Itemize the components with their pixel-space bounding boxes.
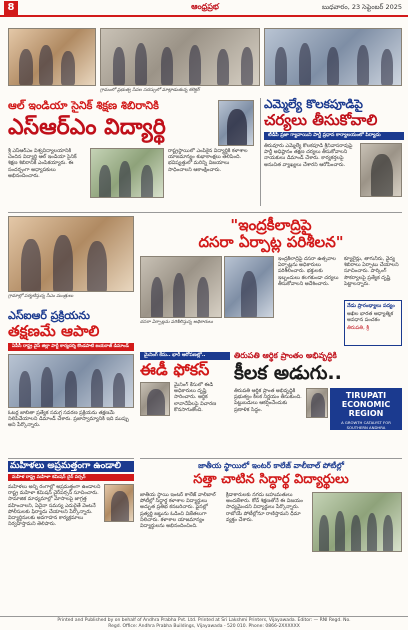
tirupati-box-sub: A GROWTH CATALYST FOR SOUTHERN ANDHRA: [341, 420, 391, 430]
top-photo-caption: గ్రామంలో ప్రభుత్వ సేవల సదస్సులో మాట్లాడుతున్న కలెక్టర్: [100, 88, 200, 93]
mla-portrait: [360, 143, 402, 197]
tirupati-body: తిరుపతి ఆర్థిక ప్రాంత అభివృద్ధికి ప్రభుత్వం కీలక నిర్ణయం తీసుకుంది. పెట్టుబడులు ఆకర్షించేందుకు ప్రణాళిక సిద్ధం.: [234, 388, 302, 413]
student-portrait: [218, 100, 254, 146]
ed-portrait: [140, 382, 170, 416]
page-number: 8: [4, 1, 18, 15]
women-body: మహిళలు అన్ని రంగాల్లో అప్రమత్తంగా ఉండాలని రాష్ట్ర మహిళా కమిషన్ చైర్‌పర్సన్ సూచించారు. సామాజిక మాధ్యమాల్లో మోసాలపై జాగ్రత్త వహించాలని, ఏదైనా సమస్య ఎదురైతే వెంటనే పోలీసులకు ఫిర్యాదు చేయాలని పేర్కొన్నారు. విద్యార్థినులకు అవగాహన కార్యక్రమాలు నిర్వహిస్తామని తెలిపారు.: [8, 484, 101, 528]
cm-photo: [8, 216, 134, 292]
tirupati-portrait: [306, 388, 328, 418]
page-header: [0, 0, 408, 17]
mla-headline-2: చర్యలు తీసుకోవాలి: [264, 111, 378, 129]
sir-photo: [8, 354, 134, 408]
students-headline-1: జాతీయ స్థాయిలో ఇంటర్ కాలేజ్ వాలీబాల్ పోటీల్లో: [198, 461, 344, 470]
sir-headline-1: ఎస్ఐఆర్ ప్రక్రియను: [8, 309, 90, 322]
side-notice-title: నేడు ప్రారంభ్యాలు పద్యం: [347, 303, 395, 309]
mla-headline-1: ఎమ్మెల్యే కొలకపూడిపై: [264, 97, 363, 111]
issue-date: బుధవారం, 23 సెప్టెంబర్ 2025: [322, 3, 402, 11]
imprint-footer: [0, 616, 408, 630]
sir-deck: ఏపీసీ రాష్ట్ర వైస్ జిల్లా పార్టీ కార్యదర్శి కొండపాటి జయరాజ్ డిమాండ్: [8, 343, 134, 351]
sainik-body: శ్రీ ఎస్ఆర్ఎం విశ్వవిద్యాలయానికి చెందిన విద్యార్థి ఆల్ ఇండియా సైనిక్ శిక్షణ శిబిరానికి ఎంపికయ్యారు. ఈ సందర్భంగా అధ్యాపకులు అభినందించారు.: [8, 148, 77, 179]
students-body: జాతీయ స్థాయి ఇంటర్ కాలేజ్ వాలీబాల్ పోటీల్లో సిద్ధార్థ కళాశాల విద్యార్థులు అద్భుత ప్రతిభ కనబరిచారు. ఫైనల్లో ప్రత్యర్థి జట్టును ఓడించి విజేతలుగా నిలిచారు. కళాశాల యాజమాన్యం విద్యార్థులను అభినందించింది.: [140, 492, 216, 530]
cm-caption: గ్రామాల్లో పర్యటిస్తున్న సీఎం మంత్రులు: [8, 294, 74, 299]
students-headline-2: సత్తా చాటిన సిద్ధార్థ విద్యార్థులు: [193, 472, 349, 487]
sainik-headline: ఎస్ఆర్ఎం విద్యార్థి: [8, 115, 166, 140]
women-headline: మహిళలు అప్రమత్తంగా ఉండాలి: [8, 461, 134, 472]
dasara-photo-2: [224, 256, 274, 318]
tirupati-headline: కీలక అడుగు..: [234, 362, 342, 384]
dasara-photo-1: [140, 256, 222, 318]
sainik-body-2: రాష్ట్రస్థాయిలో ఎంపికైన విద్యార్థికి కళాశాల యాజమాన్యం శుభాకాంక్షలు తెలిపింది. భవిష్యత్తులో మరిన్ని విజయాలు సాధించాలని ఆకాంక్షించారు.: [168, 148, 248, 173]
ed-headline: ఈడీ ఫోకస్: [140, 360, 210, 379]
side-notice-box: [344, 300, 402, 346]
top-photo-left: [8, 28, 96, 86]
dasara-caption: దసరా ఏర్పాట్లను పరిశీలిస్తున్న అధికారులు: [140, 320, 213, 325]
students-photo: [312, 492, 402, 552]
mla-deck: టీడీపీ ప్రజా గ్యావాయిని పార్టీ ప్రధాన కార్యాలయంలో పిర్యాదు: [264, 132, 404, 140]
paper-name: ఆంధ్రప్రభ: [191, 2, 219, 11]
side-notice-place: తిరుపతి, శ్రీ: [347, 325, 369, 332]
tirupati-kicker: తిరుపతి ఆర్థిక ప్రాంతం అభివృద్ధికి: [234, 351, 337, 360]
tirupati-box: [330, 388, 402, 430]
sainik-kicker: ఆల్ ఇండియా సైనిక్ శిక్షణ శిబిరానికి: [8, 99, 159, 112]
ed-kicker: మైనింగ్ కేసు.. భారీ ఆరోపణల్లో..: [140, 352, 230, 360]
sainik-photo: [90, 148, 164, 198]
imprint-line-2: Regd. Office: Andhra Prabha Buildings, Vijayawada - 520 010. Phone: 0866-2XXXXXX: [108, 624, 300, 629]
top-photo-center: [100, 28, 260, 86]
women-portrait: [104, 484, 134, 522]
dasara-headline-1: "ఇంద్రకీలాద్రిపై: [230, 216, 312, 234]
tirupati-box-title: TIRUPATI ECONOMIC REGION: [341, 391, 391, 418]
dasara-body: ఇంద్రకీలాద్రిపై దసరా ఉత్సవాల ఏర్పాట్లను అధికారులు పరిశీలించారు. భక్తులకు ఇబ్బందులు కలగకుండా చర్యలు తీసుకోవాలని ఆదేశించారు.: [278, 256, 339, 287]
women-deck: మహిళ రాష్ట్ర మహిళా కమిషన్ చైర్ పర్సన్: [8, 474, 134, 481]
sir-body: ఓటర్ల జాబితా ప్రత్యేక సమగ్ర సవరణ ప్రక్రియను తక్షణమే నిలిపివేయాలని డిమాండ్ చేశారు. ప్రజాస్వామ్యానికి ఇది ముప్పు అని పేర్కొన్నారు.: [8, 410, 129, 429]
sir-headline-2: తక్షణమే ఆపాలి: [8, 322, 100, 340]
imprint-line-1: Printed and Published by on behalf of Andhra Prabha Pvt. Ltd. Printed at Sri Lakshmi Printers, Vijayawada. Editor: — RNI Regd. No.: [57, 618, 351, 623]
dasara-body-2: క్యూలైన్లు, తాగునీరు, వైద్య శిబిరాలు ఏర్పాటు చేయాలని సూచించారు. పార్కింగ్ సౌకర్యాలపై ప్రత్యేక దృష్టి పెట్టాలన్నారు.: [344, 256, 399, 287]
dasara-headline-2: దసరా ఏర్పాట్ల పరిశీలన": [198, 233, 344, 251]
ed-body: మైనింగ్ కేసులో ఈడీ అధికారులు దృష్టి సారించారు. ఆర్థిక లావాదేవీలపై విచారణ కొనసాగుతోంది.: [174, 382, 217, 413]
students-body-2: క్రీడాకారులకు నగదు బహుమతులు అందజేశారు. కోచ్ శిక్షణతోనే ఈ విజయం సాధ్యమైందని విద్యార్థులు పేర్కొన్నారు. రాబోయే పోటీల్లోనూ రాణిస్తామని ధీమా వ్యక్తం చేశారు.: [226, 492, 303, 523]
mla-body: తిరువూరు ఎమ్మెల్యే కొలకపూడి శ్రీనివాసరావుపై పార్టీ అధిష్ఠానం తక్షణ చర్యలు తీసుకోవాలని నాయకులు డిమాండ్ చేశారు. కార్యకర్తలపై అనుచిత వ్యాఖ్యలు చేశారని ఆరోపించారు.: [264, 143, 353, 168]
side-notice-sub: అఖిల భారత ఆధ్యాత్మిక అవధాన పంచకం: [347, 311, 394, 324]
top-photo-right: [264, 28, 402, 86]
